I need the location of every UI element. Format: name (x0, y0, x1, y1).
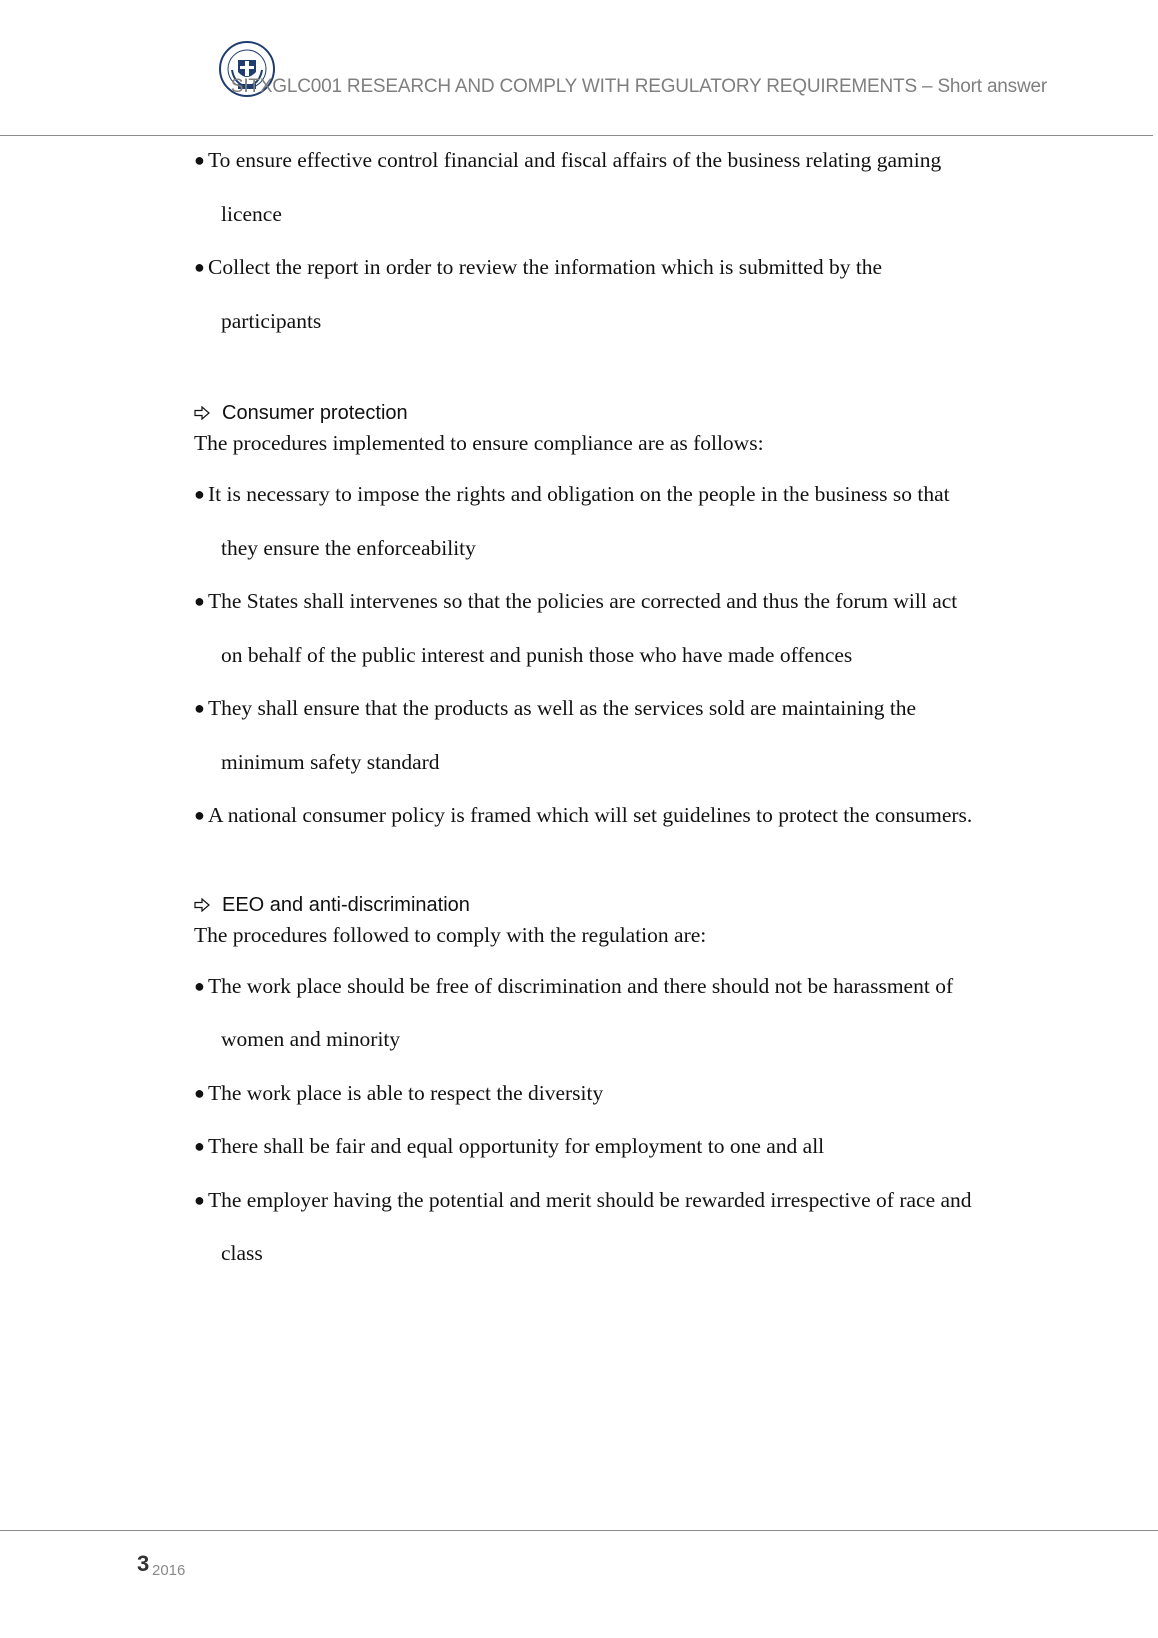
bullet-icon: ● (194, 698, 205, 718)
bullet-icon: ● (194, 1082, 205, 1103)
bullet-icon: ● (194, 150, 205, 170)
page-number: 3 (137, 1551, 150, 1576)
document-body (194, 134, 1047, 1281)
arrow-right-icon (194, 406, 210, 420)
bullet-icon: ● (194, 975, 205, 996)
bullet-icon: ● (194, 1136, 205, 1156)
list-item: ● The employer having the potential and merit should be rewarded irrespective of race and class (194, 1174, 1047, 1281)
bullet-icon: ● (194, 805, 205, 825)
list-item: ● A national consumer policy is framed which will set guidelines to protect the consumers. (194, 789, 1047, 843)
list-item: ● They shall ensure that the products as well as the services sold are maintaining the minimum safety standard (194, 682, 1047, 789)
section-heading-consumer-protection: Consumer protection (194, 398, 1047, 428)
bullet-icon: ● (194, 1189, 205, 1210)
list-item: ● It is necessary to impose the rights and obligation on the people in the business so that they ensure the enforceability (194, 468, 1047, 575)
document-header-title: SITXGLC001 RESEARCH AND COMPLY WITH REGULATORY REQUIREMENTS – Short answer (230, 76, 1047, 97)
footer-year: 2016 (152, 1562, 186, 1579)
list-item: ● The States shall intervenes so that the policies are corrected and thus the forum will act on behalf of the public interest and punish those who have made offences (194, 575, 1047, 682)
arrow-right-icon (194, 898, 210, 912)
footer-divider (0, 1530, 1158, 1531)
list-item: ● To ensure effective control financial and fiscal affairs of the business relating gaming licence (194, 134, 1047, 241)
bullet-icon: ● (194, 591, 205, 611)
list-item: ● The work place should be free of discrimination and there should not be harassment of women and minority (194, 960, 1047, 1067)
list-item: ● Collect the report in order to review the information which is submitted by the participants (194, 241, 1047, 348)
section-heading-eeo: EEO and anti-discrimination (194, 890, 1047, 920)
section-intro: The procedures implemented to ensure compliance are as follows: (194, 431, 764, 455)
section-intro: The procedures followed to comply with the regulation are: (194, 922, 707, 947)
bullet-icon: ● (194, 484, 205, 504)
list-item: ● The work place is able to respect the diversity (194, 1067, 1047, 1121)
bullet-icon: ● (194, 257, 205, 277)
page-header (0, 0, 1158, 136)
list-item: ● There shall be fair and equal opportunity for employment to one and all (194, 1120, 1047, 1174)
